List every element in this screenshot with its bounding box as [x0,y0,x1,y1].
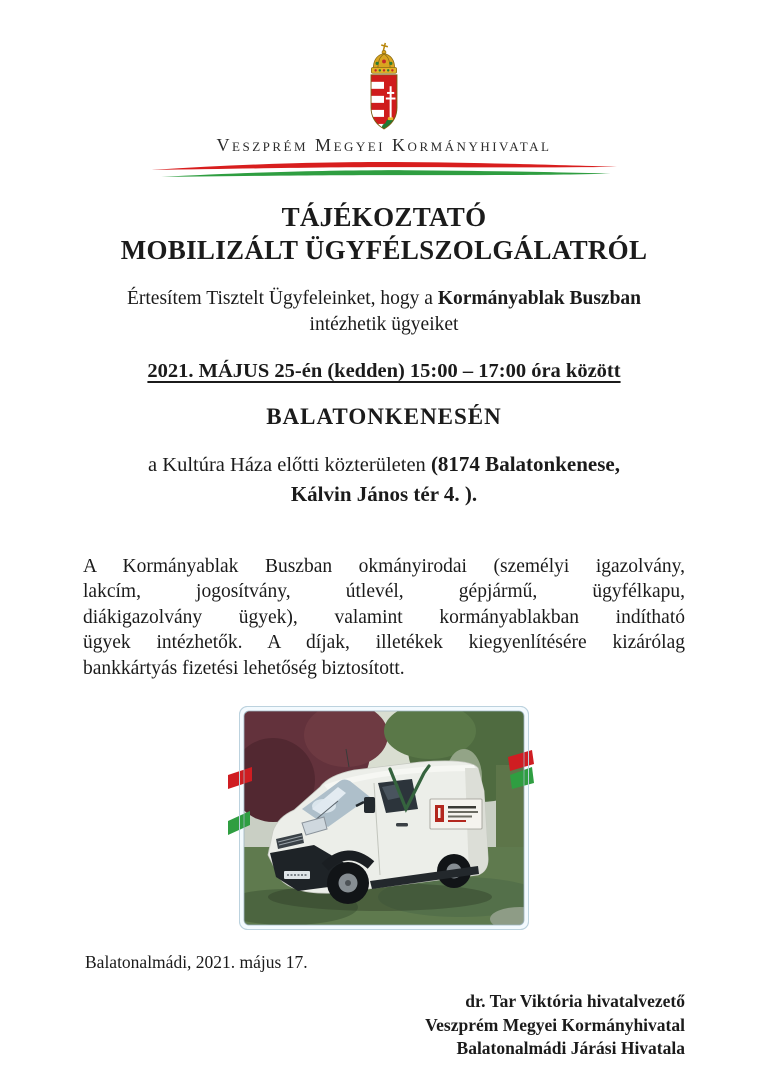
brush-divider-icon [149,159,619,181]
body-line: ügyek intézhetők. A díjak, illetékek kiegyenlítésére kizárólag [83,632,685,654]
body-paragraph [0,554,768,682]
signature-block [0,990,768,1061]
body-justified-lines [83,554,685,656]
title-line-2: MOBILIZÁLT ÜGYFÉLSZOLGÁLATRÓL [120,234,648,265]
page-title [0,201,768,267]
footer-dateline: Balatonalmádi, 2021. május 17. [85,952,308,973]
header [0,0,768,181]
signature-line: Veszprém Megyei Kormányhivatal [425,1014,685,1035]
hungary-coat-of-arms-icon [361,42,407,132]
intro-regular: Értesítem Tisztelt Ügyfeleinket, hogy a [126,287,438,309]
kormanyablak-bus-photo-icon [228,705,540,931]
body-last-line: bankkártyás fizetési lehetőség biztosított. [83,657,405,679]
location-bold-1: (8174 Balatonkenese, [430,452,620,477]
intro-line-2: intézhetik ügyeiket [309,313,459,335]
tricolor-divider [0,159,768,181]
event-location [0,450,768,509]
title-line-1: TÁJÉKOZTATÓ [281,202,487,232]
location-regular: a Kultúra Háza előtti közterületen [148,454,431,477]
intro-bold: Kormányablak Buszban [437,287,642,309]
event-city: BALATONKENESÉN [266,404,502,430]
signature-line: Balatonalmádi Járási Hivatala [456,1038,685,1059]
body-line: diákigazolvány ügyek), valamint kormányablakban indítható [83,606,685,628]
bus-photo [0,705,768,936]
signature-line: dr. Tar Viktória hivatalvezető [465,991,685,1012]
body-line: lakcím, jogosítvány, útlevél, gépjármű, ügyfélkapu, [83,581,685,603]
location-bold-2: Kálvin János tér 4. ). [290,482,478,507]
org-name: Veszprém Megyei Kormányhivatal [216,135,552,155]
body-line: A Kormányablak Buszban okmányirodai (személyi igazolvány, [83,555,685,577]
intro-paragraph [0,286,768,337]
event-date-line: 2021. MÁJUS 25-én (kedden) 15:00 – 17:00 óra között [147,360,621,383]
